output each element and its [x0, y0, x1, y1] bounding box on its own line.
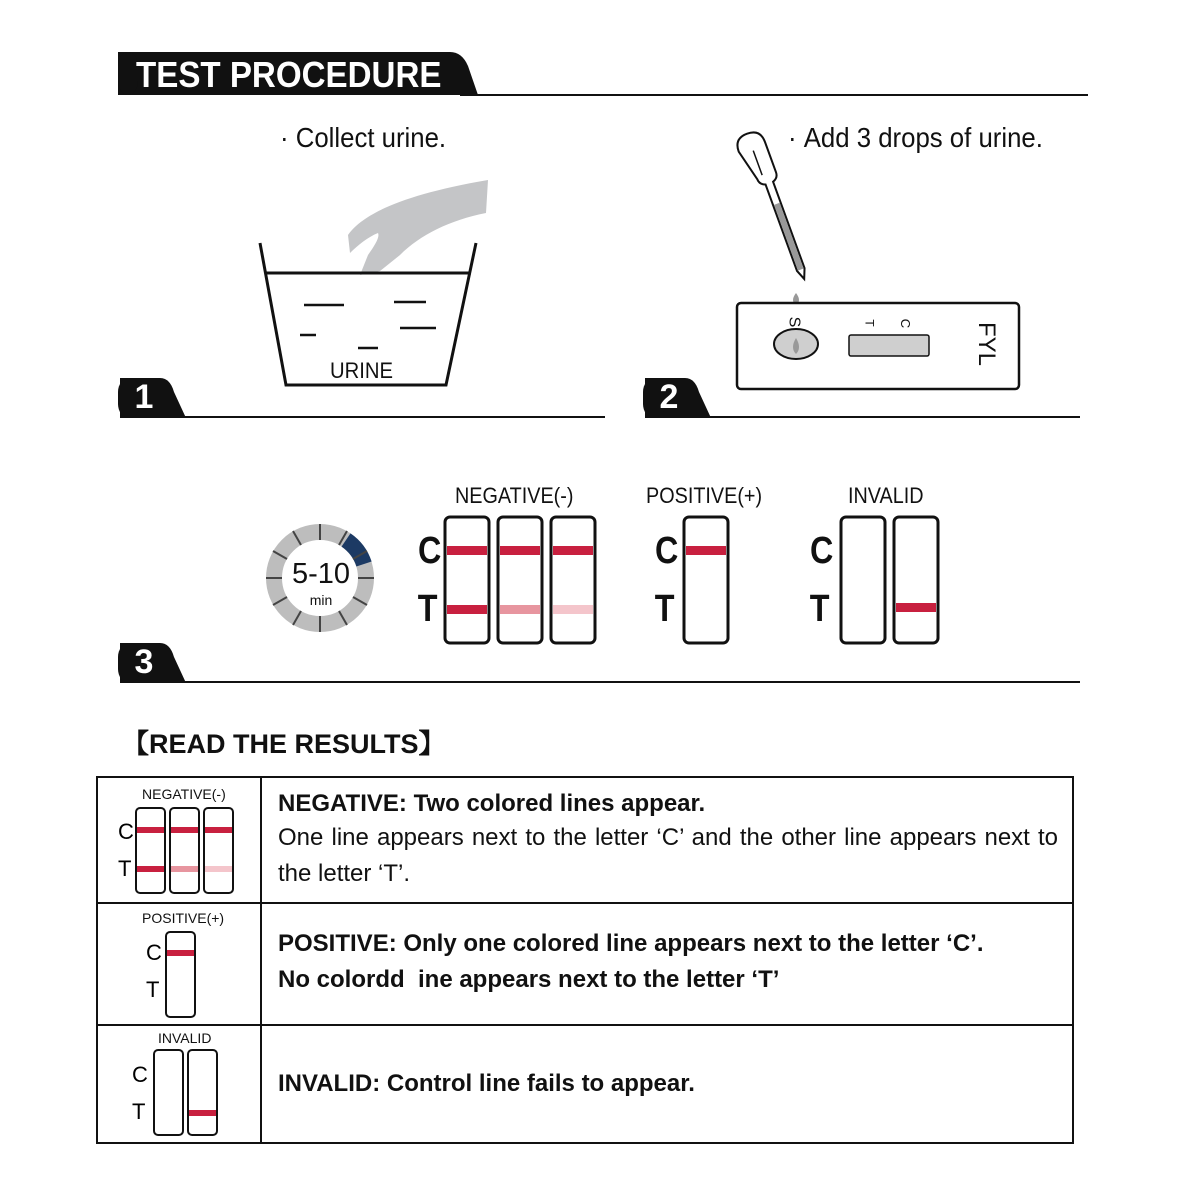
cassette-test-label: T: [862, 319, 877, 327]
timer-value: 5-10: [291, 558, 351, 590]
c-label: C: [810, 530, 834, 572]
dropper-icon: [730, 125, 830, 305]
test-line: [553, 605, 593, 614]
svg-text:T: T: [132, 1099, 146, 1124]
test-line: [896, 603, 936, 612]
result-window: [849, 335, 929, 356]
control-line: [500, 546, 540, 555]
strip-positive: [684, 517, 728, 643]
negative-thumbnail: [98, 778, 262, 902]
svg-text:T: T: [118, 856, 132, 881]
cassette-sample-label: S: [785, 316, 803, 328]
invalid-thumbnail: [98, 1026, 262, 1142]
thumb-label: INVALID: [158, 1030, 212, 1046]
bullet-dot: ·: [788, 122, 804, 153]
step3-rule: [100, 635, 1090, 695]
svg-text:T: T: [146, 977, 160, 1002]
thumb-label: NEGATIVE(-): [142, 786, 226, 802]
control-line: [553, 546, 593, 555]
strip-invalid-2: [894, 517, 938, 643]
step3-strips: [0, 510, 1200, 650]
negative-description: [278, 778, 1058, 902]
negative-label: NEGATIVE(-): [455, 483, 574, 508]
step1-instruction: · Collect urine.: [280, 122, 447, 153]
positive-line-1: POSITIVE: Only one colored line appears next to the letter ‘C’.: [278, 930, 984, 957]
c-label: C: [418, 530, 442, 572]
cup-label: URINE: [330, 358, 393, 383]
t-label: T: [654, 588, 675, 630]
svg-text:C: C: [146, 940, 162, 965]
cassette-brand: FYL: [973, 321, 1001, 367]
result-row-invalid: [98, 1026, 1072, 1142]
urine-splash: [348, 180, 488, 275]
test-line: [447, 605, 487, 614]
step-number-1: 1: [134, 378, 154, 416]
svg-text:C: C: [132, 1062, 148, 1087]
test-line: [500, 605, 540, 614]
svg-text:C: C: [118, 819, 134, 844]
strip-negative-2: [498, 517, 542, 643]
strip-negative-3: [551, 517, 595, 643]
thumb-label: POSITIVE(+): [142, 910, 225, 926]
invalid-title: INVALID: Control line fails to appear.: [278, 1070, 695, 1097]
invalid-description: [278, 1026, 1058, 1142]
result-row-positive: [98, 904, 1072, 1026]
step2-rule: [625, 370, 1095, 430]
step1-rule: [100, 370, 620, 430]
positive-description: [278, 904, 1058, 1024]
strip-negative-1: [445, 517, 489, 643]
result-row-negative: [98, 778, 1072, 904]
control-line: [686, 546, 726, 555]
c-label: C: [655, 530, 679, 572]
positive-label: POSITIVE(+): [646, 483, 763, 508]
positive-line-2: No colordd ine appears next to the letter ‘T’: [278, 966, 780, 993]
timer-unit: min: [309, 592, 333, 608]
negative-body: One line appears next to the letter ‘C’ and the other line appears next to the letter ‘T’.: [278, 824, 1058, 887]
results-heading: 【READ THE RESULTS】: [122, 729, 446, 759]
bullet-dot: ·: [280, 122, 296, 153]
step-number-2: 2: [659, 378, 679, 416]
step2-instruction: · Add 3 drops of urine.: [788, 122, 1043, 153]
t-label: T: [809, 588, 830, 630]
cassette-control-label: C: [898, 318, 914, 329]
t-label: T: [417, 588, 438, 630]
positive-thumbnail: [98, 904, 262, 1024]
page-title: TEST PROCEDURE: [136, 54, 442, 95]
control-line: [447, 546, 487, 555]
negative-title: NEGATIVE: Two colored lines appear.: [278, 790, 706, 817]
strip-invalid-1: [841, 517, 885, 643]
step-number-3: 3: [134, 643, 154, 681]
results-table: [96, 776, 1074, 1144]
invalid-label: INVALID: [848, 483, 924, 508]
